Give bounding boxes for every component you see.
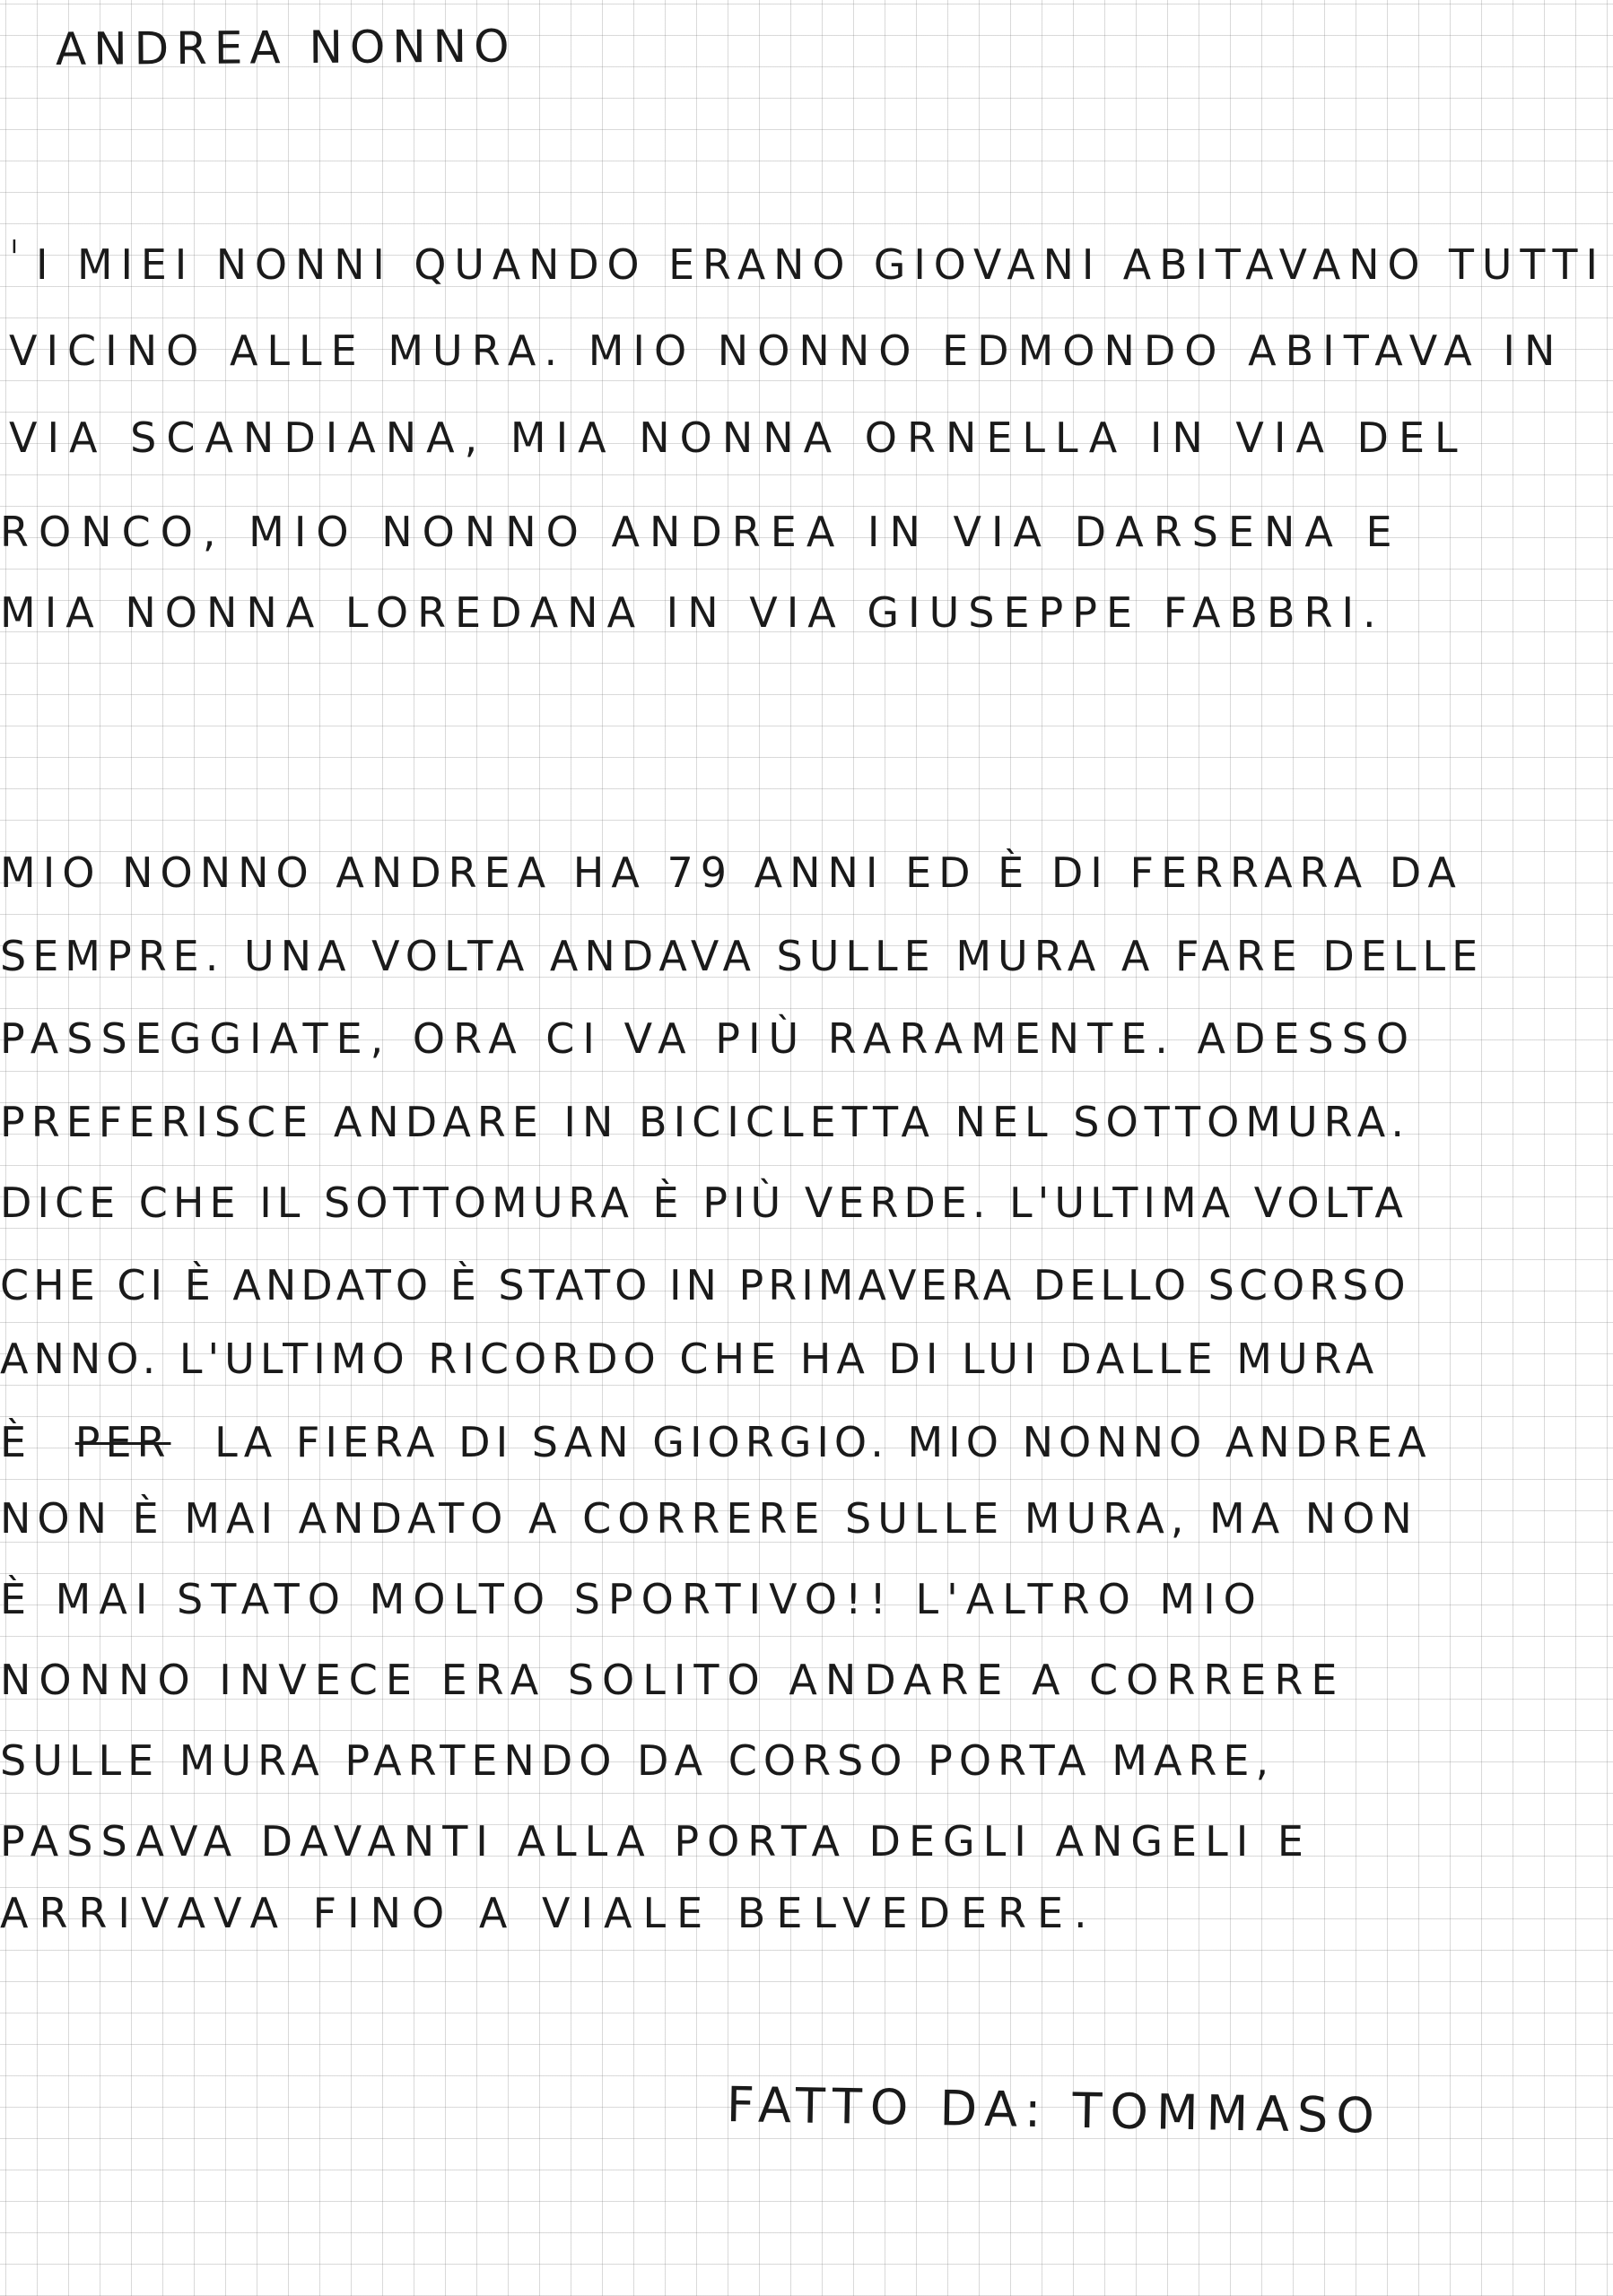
text-line: I MIEI NONNI QUANDO ERANO GIOVANI ABITAVANO TUTTI [36, 240, 1606, 289]
text-line: ARRIVAVA FINO A VIALE BELVEDERE. [0, 1889, 1098, 1937]
text-line: MIO NONNO ANDREA HA 79 ANNI ED È DI FERRARA DA [0, 848, 1463, 897]
struck-out-word: PER [74, 1418, 171, 1466]
text-line: VICINO ALLE MURA. MIO NONNO EDMONDO ABITAVA IN [9, 326, 1565, 375]
text-fragment: È [0, 1418, 32, 1466]
text-line: RONCO, MIO NONNO ANDREA IN VIA DARSENA E [0, 508, 1402, 556]
text-line: NONNO INVECE ERA SOLITO ANDARE A CORRERE [0, 1656, 1346, 1704]
text-line: SULLE MURA PARTENDO DA CORSO PORTA MARE, [0, 1736, 1276, 1785]
text-line: È MAI STATO MOLTO SPORTIVO!! L'ALTRO MIO [0, 1575, 1264, 1623]
text-line: ANNO. L'ULTIMO RICORDO CHE HA DI LUI DALLE MURA [0, 1335, 1380, 1383]
text-line-with-correction [0, 1418, 1432, 1466]
text-line: DICE CHE IL SOTTOMURA È PIÙ VERDE. L'ULTIMA VOLTA [0, 1178, 1408, 1227]
text-line: PASSEGGIATE, ORA CI VA PIÙ RARAMENTE. ADESSO [0, 1014, 1417, 1063]
text-line: NON È MAI ANDATO A CORRERE SULLE MURA, MA NON [0, 1494, 1418, 1543]
text-line: VIA SCANDIANA, MIA NONNA ORNELLA IN VIA DEL [9, 413, 1468, 462]
text-line: SEMPRE. UNA VOLTA ANDAVA SULLE MURA A FARE DELLE [0, 932, 1485, 980]
text-line: CHE CI È ANDATO È STATO IN PRIMAVERA DELLO SCORSO [0, 1261, 1410, 1309]
margin-tick-mark: ı [11, 230, 18, 259]
author-name: ANDREA NONNO [55, 20, 517, 75]
text-line: PREFERISCE ANDARE IN BICICLETTA NEL SOTTOMURA. [0, 1098, 1411, 1146]
text-line: MIA NONNA LOREDANA IN VIA GIUSEPPE FABBRI. [0, 588, 1385, 637]
signature: FATTO DA: TOMMASO [726, 2076, 1383, 2144]
text-line: PASSAVA DAVANTI ALLA PORTA DEGLI ANGELI E [0, 1817, 1312, 1866]
text-fragment: LA FIERA DI SAN GIORGIO. MIO NONNO ANDREA [214, 1418, 1432, 1466]
